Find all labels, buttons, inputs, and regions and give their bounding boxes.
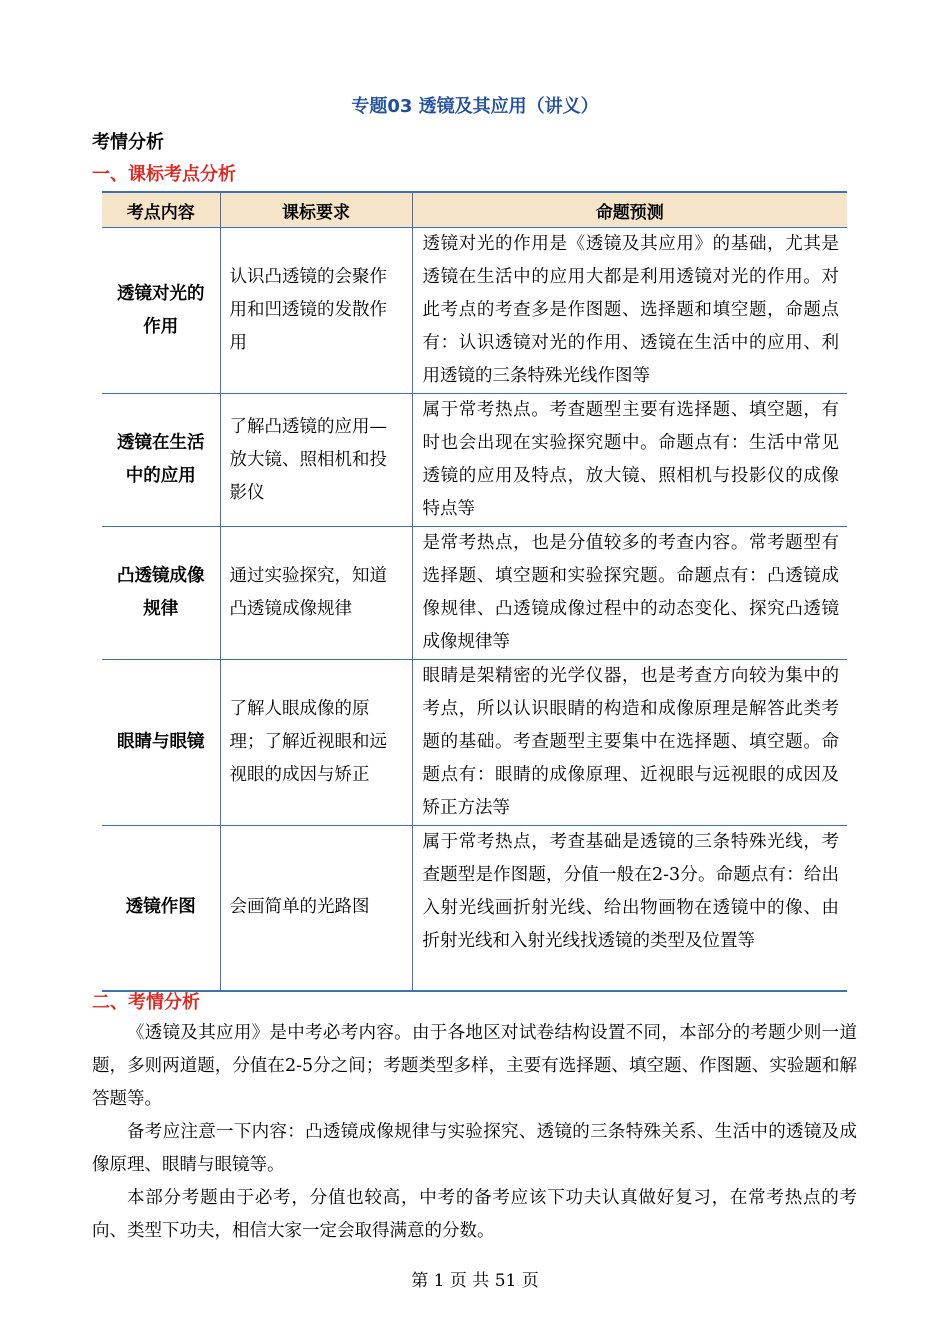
curriculum-table	[102, 191, 847, 992]
row-requirement: 了解人眼成像的原理；了解近视眼和远视眼的成因与矫正	[220, 660, 412, 826]
analysis-text	[92, 1017, 857, 1248]
row-prediction: 属于常考热点。考查题型主要有选择题、填空题，有时也会出现在实验探究题中。命题点有：生活中常见透镜的应用及特点，放大镜、照相机与投影仪的成像特点等	[412, 394, 847, 527]
row-prediction: 眼睛是架精密的光学仪器，也是考查方向较为集中的考点，所以认识眼睛的构造和成像原理是解答此类考题的基础。考查题型主要集中在选择题、填空题。命题点有：眼睛的成像原理、近视眼与远视眼的成因及矫正方法等	[412, 660, 847, 826]
table-row	[102, 826, 847, 991]
row-prediction: 是常考热点，也是分值较多的考查内容。常考题型有选择题、填空题和实验探究题。命题点有：凸透镜成像规律、凸透镜成像过程中的动态变化、探究凸透镜成像规律等	[412, 527, 847, 660]
paragraph: 本部分考题由于必考，分值也较高，中考的备考应该下功夫认真做好复习，在常考热点的考向、类型下功夫，相信大家一定会取得满意的分数。	[92, 1188, 857, 1241]
row-topic: 透镜作图	[102, 826, 220, 991]
document-title: 专题03 透镜及其应用（讲义）	[351, 96, 599, 117]
section-heading-curriculum: 一、课标考点分析	[92, 164, 236, 185]
section-heading-main: 考情分析	[92, 132, 164, 153]
row-requirement: 认识凸透镜的会聚作用和凹透镜的发散作用	[220, 228, 412, 394]
table-row	[102, 394, 847, 527]
header-requirement: 课标要求	[220, 192, 412, 228]
paragraph: 备考应注意一下内容：凸透镜成像规律与实验探究、透镜的三条特殊关系、生活中的透镜及成像原理、眼睛与眼镜等。	[92, 1122, 857, 1175]
row-topic: 凸透镜成像规律	[102, 527, 220, 660]
row-topic: 透镜对光的作用	[102, 228, 220, 394]
table-row	[102, 228, 847, 394]
row-prediction: 透镜对光的作用是《透镜及其应用》的基础，尤其是透镜在生活中的应用大都是利用透镜对光的作用。对此考点的考查多是作图题、选择题和填空题，命题点有：认识透镜对光的作用、透镜在生活中的应用、利用透镜的三条特殊光线作图等	[412, 228, 847, 394]
paragraph: 《透镜及其应用》是中考必考内容。由于各地区对试卷结构设置不同，本部分的考题少则一道题，多则两道题，分值在2-5分之间；考题类型多样，主要有选择题、填空题、作图题、实验题和解答题等。	[92, 1023, 857, 1109]
row-prediction: 属于常考热点，考查基础是透镜的三条特殊光线，考查题型是作图题，分值一般在2-3分。命题点有：给出入射光线画折射光线、给出物画物在透镜中的像、由折射光线和入射光线找透镜的类型及位置等	[412, 826, 847, 991]
header-topic: 考点内容	[102, 192, 220, 228]
row-requirement: 了解凸透镜的应用—放大镜、照相机和投影仪	[220, 394, 412, 527]
row-topic: 透镜在生活中的应用	[102, 394, 220, 527]
row-requirement: 通过实验探究，知道凸透镜成像规律	[220, 527, 412, 660]
table-header-row	[102, 192, 847, 228]
table-row	[102, 527, 847, 660]
row-topic: 眼睛与眼镜	[102, 660, 220, 826]
header-prediction: 命题预测	[412, 192, 847, 228]
page-footer: 第 1 页 共 51 页	[411, 1271, 539, 1291]
row-requirement: 会画简单的光路图	[220, 826, 412, 991]
section-heading-analysis: 二、考情分析	[92, 992, 200, 1013]
table-row	[102, 660, 847, 826]
